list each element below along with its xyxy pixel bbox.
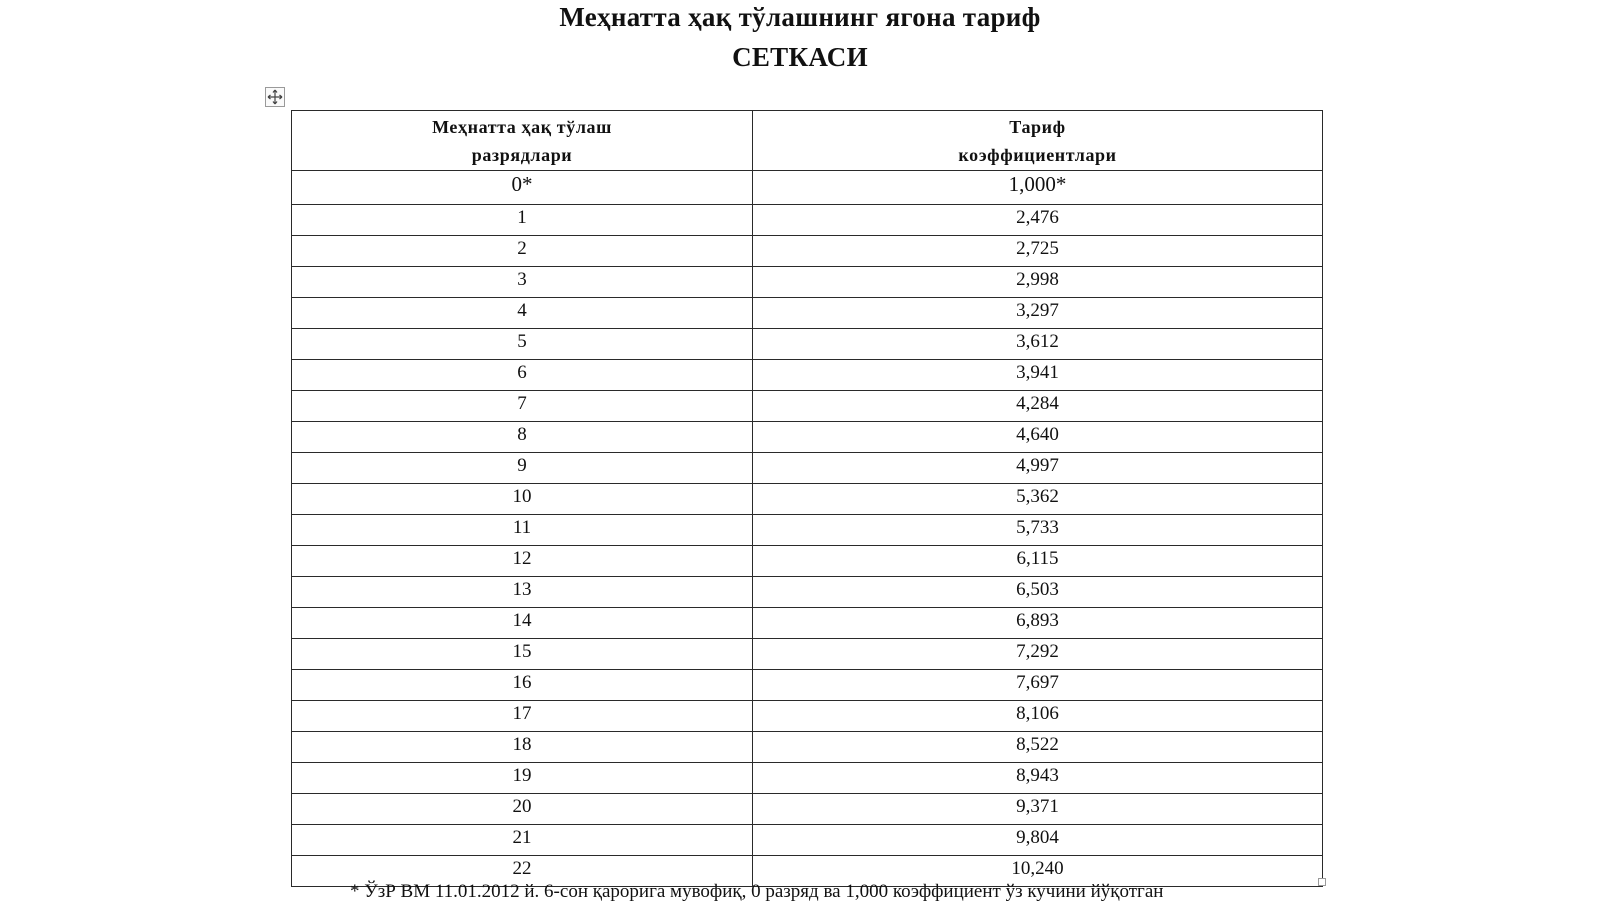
- table-row: [292, 422, 1323, 453]
- grade-cell: 9: [292, 453, 753, 484]
- table-resize-handle[interactable]: [1318, 878, 1326, 886]
- tariff-table: [291, 110, 1323, 887]
- grade-cell: 17: [292, 701, 753, 732]
- table-row: [292, 515, 1323, 546]
- table-row: [292, 546, 1323, 577]
- table-row: [292, 794, 1323, 825]
- grade-cell: 13: [292, 577, 753, 608]
- coefficient-cell: 7,292: [753, 639, 1323, 670]
- coefficient-cell: 4,284: [753, 391, 1323, 422]
- coefficient-cell: 8,106: [753, 701, 1323, 732]
- coefficient-cell: 4,640: [753, 422, 1323, 453]
- header-grades: [292, 111, 753, 171]
- grade-cell: 18: [292, 732, 753, 763]
- coefficient-cell: 3,612: [753, 329, 1323, 360]
- table-row: [292, 484, 1323, 515]
- grade-cell: 12: [292, 546, 753, 577]
- table-row: [292, 608, 1323, 639]
- coefficient-cell: 10,240: [753, 856, 1323, 887]
- grade-cell: 16: [292, 670, 753, 701]
- coefficient-cell: 3,297: [753, 298, 1323, 329]
- table-row: [292, 732, 1323, 763]
- grade-cell: 14: [292, 608, 753, 639]
- table-row: [292, 205, 1323, 236]
- grade-cell: 15: [292, 639, 753, 670]
- table-row: [292, 453, 1323, 484]
- grade-cell: 4: [292, 298, 753, 329]
- table-move-handle[interactable]: [265, 87, 285, 107]
- table-row: [292, 171, 1323, 205]
- grade-cell: 11: [292, 515, 753, 546]
- table-row: [292, 267, 1323, 298]
- coefficient-cell: 4,997: [753, 453, 1323, 484]
- coefficient-cell: 6,503: [753, 577, 1323, 608]
- grade-cell: 22: [292, 856, 753, 887]
- coefficient-cell: 2,725: [753, 236, 1323, 267]
- coefficient-cell: 6,893: [753, 608, 1323, 639]
- coefficient-cell: 3,941: [753, 360, 1323, 391]
- table-row: [292, 236, 1323, 267]
- coefficient-cell: 7,697: [753, 670, 1323, 701]
- coefficient-cell: 2,998: [753, 267, 1323, 298]
- table-row: [292, 825, 1323, 856]
- table-row: [292, 360, 1323, 391]
- grade-cell: 5: [292, 329, 753, 360]
- coefficient-cell: 8,522: [753, 732, 1323, 763]
- grade-cell: 10: [292, 484, 753, 515]
- table-header-row: [292, 111, 1323, 171]
- coefficient-cell: 5,733: [753, 515, 1323, 546]
- coefficient-cell: 9,804: [753, 825, 1323, 856]
- table-row: [292, 701, 1323, 732]
- header-grades-line1: Меҳнатта ҳақ тўлаш: [432, 116, 612, 137]
- move-arrows-icon: [267, 89, 283, 105]
- coefficient-cell: 9,371: [753, 794, 1323, 825]
- coefficient-cell: 2,476: [753, 205, 1323, 236]
- table-row: [292, 763, 1323, 794]
- grade-cell: 6: [292, 360, 753, 391]
- grade-cell: 1: [292, 205, 753, 236]
- grade-cell: 2: [292, 236, 753, 267]
- table-row: [292, 670, 1323, 701]
- table-row: [292, 391, 1323, 422]
- header-grades-line2: разрядлари: [471, 144, 573, 165]
- table-row: [292, 329, 1323, 360]
- grade-cell: 8: [292, 422, 753, 453]
- header-coefficients-line1: Тариф: [1009, 116, 1066, 137]
- document-subtitle: СЕТКАСИ: [732, 42, 868, 72]
- header-coefficients: [753, 111, 1323, 171]
- table-row: [292, 577, 1323, 608]
- table-body: [292, 171, 1323, 887]
- grade-cell: 19: [292, 763, 753, 794]
- table-row: [292, 639, 1323, 670]
- grade-cell: 7: [292, 391, 753, 422]
- coefficient-cell: 1,000*: [753, 171, 1323, 205]
- coefficient-cell: 5,362: [753, 484, 1323, 515]
- grade-cell: 3: [292, 267, 753, 298]
- grade-cell: 0*: [292, 171, 753, 205]
- table-row: [292, 298, 1323, 329]
- coefficient-cell: 6,115: [753, 546, 1323, 577]
- grade-cell: 21: [292, 825, 753, 856]
- footnote: * ЎзР ВМ 11.01.2012 й. 6-сон қарорига мувофиқ, 0 разряд ва 1,000 коэффициент ўз кучини йўқотган: [350, 881, 1164, 902]
- coefficient-cell: 8,943: [753, 763, 1323, 794]
- grade-cell: 20: [292, 794, 753, 825]
- document-title: Меҳнатта ҳақ тўлашнинг ягона тариф: [559, 2, 1041, 32]
- header-coefficients-line2: коэффициентлари: [958, 144, 1117, 165]
